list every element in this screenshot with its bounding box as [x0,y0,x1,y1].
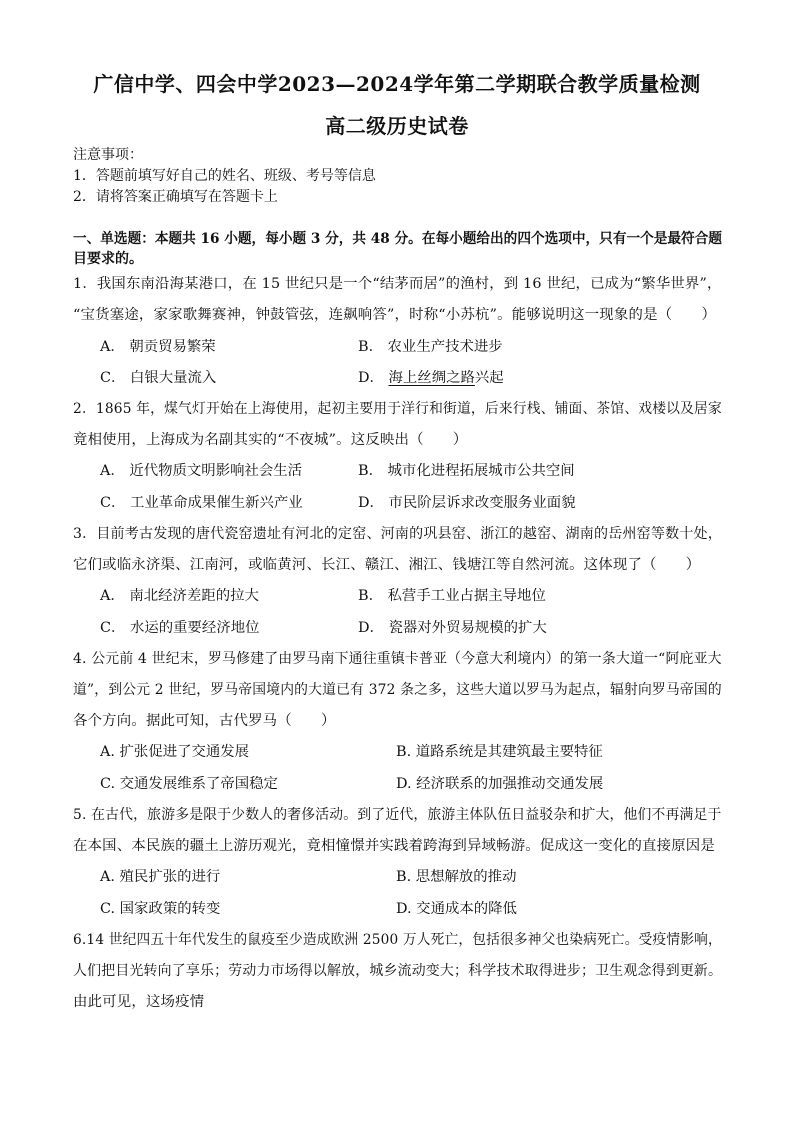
notice-item-2: 2．请将答案正确填写在答题卡上 [73,189,278,205]
question-6-line-3: 由此可见，这场疫情 [73,994,205,1010]
question-4-line-2: 道”，到公元 2 世纪，罗马帝国境内的大道已有 372 条之多，这些大道以罗马为起点，辐射向罗马帝国的 [73,682,722,698]
question-3-option-b[interactable]: B． 私营手工业占据主导地位 [358,588,546,604]
question-5-option-a[interactable]: A. 殖民扩张的进行 [100,869,221,885]
question-4-line-3: 各个方向。据此可知，古代罗马（ ） [73,713,336,729]
question-3-line-2: 它们或临永济渠、江南河，或临黄河、长江、赣江、湘江、钱塘江等自然河流。这体现了（ ） [73,557,701,573]
question-5-option-b[interactable]: B. 思想解放的推动 [396,869,517,885]
question-1-option-b[interactable]: B． 农业生产技术进步 [358,339,503,355]
exam-title: 广信中学、四会中学2023—2024学年第二学期联合教学质量检测 [93,72,701,96]
question-5-line-1: 5. 在古代，旅游多是限于少数人的奢侈活动。到了近代，旅游主体队伍日益驳杂和扩大，他们不再满足于 [73,807,722,823]
question-5-option-d[interactable]: D. 交通成本的降低 [396,901,517,917]
question-6-line-2: 人们把目光转向了享乐；劳动力市场得以解放，城乡流动变大；科学技术取得进步；卫生观念得到更新。 [73,963,723,979]
question-2-line-2: 竟相使用，上海成为名副其实的“不夜城”。这反映出（ ） [73,432,468,448]
question-3-option-d[interactable]: D． 瓷器对外贸易规模的扩大 [358,620,547,636]
question-4-line-1: 4. 公元前 4 世纪末，罗马修建了由罗马南下通往重镇卡普亚（今意大利境内）的第一条大道一“阿庇亚大 [73,651,722,667]
question-1-option-a[interactable]: A． 朝贡贸易繁荣 [100,339,216,355]
question-6-line-1: 6.14 世纪四五十年代发生的鼠疫至少造成欧洲 2500 万人死亡，包括很多神父也染病死亡。受疫情影响， [73,932,722,948]
section-heading-line-2: 目要求的。 [73,251,143,267]
question-3-line-1: 3．目前考古发现的唐代瓷窑遗址有河北的定窑、河南的巩县窑、浙江的越窑、湖南的岳州窑等数十处， [73,526,722,542]
question-5-option-c[interactable]: C. 国家政策的转变 [100,901,221,917]
question-1-option-d[interactable]: D． 海上丝绸之路兴起 [358,370,504,386]
question-1-option-c[interactable]: C． 白银大量流入 [100,370,217,386]
exam-subtitle: 高二级历史试卷 [325,114,469,138]
question-3-option-a[interactable]: A． 南北经济差距的拉大 [100,588,259,604]
question-4-option-c[interactable]: C. 交通发展维系了帝国稳定 [100,776,278,792]
section-heading-line-1: 一、单选题：本题共 16 小题，每小题 3 分，共 48 分。在每小题给出的四个选项中，只有一个是最符合题 [73,231,722,247]
question-4-option-b[interactable]: B. 道路系统是其建筑最主要特征 [396,744,603,760]
question-1-line-1: 1．我国东南沿海某港口，在 15 世纪只是一个“结茅而居”的渔村，到 16 世纪，已成为“繁华世界”， [73,276,722,292]
question-1-line-2: “宝货塞途，家家歌舞赛神，钟鼓管弦，连飙响答”，时称“小苏杭”。能够说明这一现象的是（ ） [73,307,717,323]
question-4-option-a[interactable]: A. 扩张促进了交通发展 [100,744,250,760]
question-2-option-b[interactable]: B． 城市化进程拓展城市公共空间 [358,463,575,479]
question-2-option-d[interactable]: D． 市民阶层诉求改变服务业面貌 [358,495,576,511]
notice-item-1: 1．答题前填写好自己的姓名、班级、考号等信息 [73,168,376,184]
question-2-option-c[interactable]: C． 工业革命成果催生新兴产业 [100,495,303,511]
question-2-option-a[interactable]: A． 近代物质文明影响社会生活 [100,463,303,479]
question-3-option-c[interactable]: C． 水运的重要经济地位 [100,620,260,636]
question-2-line-1: 2．1865 年，煤气灯开始在上海使用，起初主要用于洋行和街道，后来行栈、铺面、茶馆、戏楼以及居家 [73,401,722,417]
question-4-option-d[interactable]: D. 经济联系的加强推动交通发展 [396,776,604,792]
question-5-line-2: 在本国、本民族的疆土上游历观光，竟相憧憬并实践着跨海到异域畅游。促成这一变化的直接原因是 [73,838,715,854]
notice-heading: 注意事项： [73,147,143,163]
